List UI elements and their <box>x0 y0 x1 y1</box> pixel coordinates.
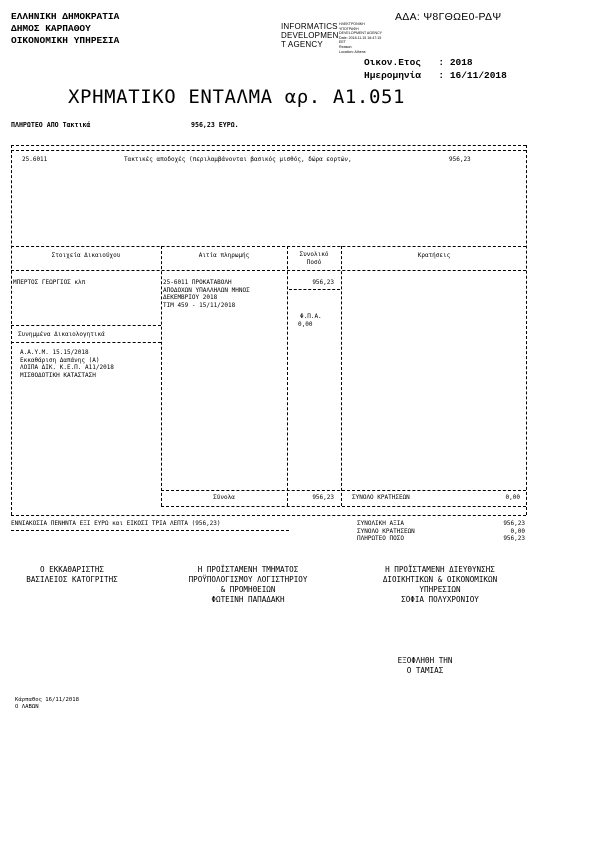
vat-value: 0,00 <box>298 321 313 328</box>
summary-label: ΠΛΗΡΩΤΕΟ ΠΟΣΟ <box>357 535 404 543</box>
reason-line: ΔΕΚΕΜΒΡΙΟΥ 2018 <box>163 294 218 302</box>
payment-source: ΠΛΗΡΩΤΕΟ ΑΠΟ Τακτικά <box>11 121 91 129</box>
summary-block <box>357 520 525 543</box>
attached-doc: ΛΟΙΠΑ ΔΙΚ. Κ.Ε.Π. Α11/2018 <box>20 364 114 372</box>
col-reason-header: Αιτία πληρωμής <box>198 252 250 259</box>
line-amount: 956,23 <box>312 279 334 286</box>
payment-reason <box>163 279 250 309</box>
summary-row <box>357 528 525 536</box>
budget-description: Τακτικές αποδοχές (περιλαμβάνονται βασικός μισθός, δώρα εορτών, <box>124 156 352 163</box>
signature-line: Ο ΤΑΜΙΑΣ <box>406 666 444 675</box>
signature-line: ΕΞΟΦΛΗΘΗ ΤΗΝ <box>397 656 453 665</box>
fiscal-year <box>364 57 473 69</box>
org-line-1: ΕΛΛΗΝΙΚΗ ΔΗΜΟΚΡΑΤΙΑ <box>11 11 120 22</box>
signature-line: ΔΙΟΙΚΗΤΙΚΩΝ & ΟΙΚΟΝΟΜΙΚΩΝ <box>382 575 498 584</box>
col-total-header-line-2: Ποσό <box>306 258 322 266</box>
signature-logo <box>281 22 339 49</box>
document-date-value: : 16/11/2018 <box>438 70 507 81</box>
signature-director <box>350 565 530 605</box>
summary-row <box>357 535 525 543</box>
document-date <box>364 70 507 82</box>
summary-value: 956,23 <box>503 520 525 527</box>
vat-label: Φ.Π.Α. <box>300 313 322 320</box>
deductions-total-label: ΣΥΝΟΛΟ ΚΡΑΤΗΣΕΩΝ <box>352 494 410 501</box>
signature-liquidator <box>6 565 138 585</box>
fiscal-year-label: Οικον.Ετος <box>364 57 422 68</box>
footer <box>15 697 79 711</box>
summary-value: 956,23 <box>503 535 525 543</box>
logo-line-3: T AGENCY <box>281 40 323 49</box>
logo-line-2: DEVELOPMEN <box>281 31 339 40</box>
budget-amount: 956,23 <box>449 156 471 163</box>
sig-fine-1: ΗΛΕΚΤΡΟΝΙΚΗ <box>339 22 365 26</box>
amount-in-words: ΕΝΝΙΑΚΟΣΙΑ ΠΕΝΗΝΤΑ ΕΞΙ ΕΥΡΩ και ΕΙΚΟΣΙ ΤΡΙΑ ΛΕΠΤΑ (956,23) <box>11 520 221 527</box>
totals-label: Σύνολα <box>213 494 235 501</box>
sig-fine-2: ΥΠΟΓΡΑΦΗ <box>339 26 359 31</box>
org-line-3: ΟΙΚΟΝΟΜΙΚΗ ΥΠΗΡΕΣΙΑ <box>11 35 120 46</box>
summary-value: 0,00 <box>510 527 525 535</box>
page-title: ΧΡΗΜΑΤΙΚΟ ΕΝΤΑΛΜΑ αρ. Α1.051 <box>68 86 406 108</box>
attached-doc: Α.Α.Υ.Μ. 15.15/2018 <box>20 349 89 356</box>
signature-line: ΒΑΣΙΛΕΙΟΣ ΚΑΤΟΓΡΙΤΗΣ <box>26 575 118 584</box>
signature-line: ΦΩΤΕΙΝΗ ΠΑΠΑΔΑΚΗ <box>211 595 285 604</box>
attached-docs-heading: Συνημμένα Δικαιολογητικά <box>18 331 105 338</box>
fiscal-year-value: : 2018 <box>438 57 473 68</box>
col-deductions-header: Κρατήσεις <box>417 252 451 259</box>
summary-label: ΣΥΝΟΛΟ ΚΡΑΤΗΣΕΩΝ <box>357 527 415 535</box>
org-line-2: ΔΗΜΟΣ ΚΑΡΠΑΘΟΥ <box>11 23 91 34</box>
ada-code: ΑΔΑ: Ψ8ΓΘΩΕ0-ΡΔΨ <box>395 11 502 23</box>
signature-line: & ΠΡΟΜΗΘΕΙΩΝ <box>220 585 276 594</box>
col-total-header <box>288 251 340 266</box>
reason-line: ΑΠΟΔΟΧΩΝ ΥΠΑΛΛΗΛΩΝ ΜΗΝΟΣ <box>163 286 250 294</box>
attached-doc: ΜΙΣΘΟΔΟΤΙΚΗ ΚΑΤΑΣΤΑΣΗ <box>20 371 96 379</box>
signature-line: Ο ΕΚΚΑΘΑΡΙΣΤΗΣ <box>39 565 104 574</box>
footer-recipient: Ο ΛΑΒΩΝ <box>15 704 39 710</box>
sig-fine-7: Location: Athens <box>339 49 366 54</box>
signature-details <box>339 22 382 54</box>
deductions-total-value: 0,00 <box>505 494 520 501</box>
signature-budget-head <box>158 565 338 605</box>
signature-treasurer <box>380 656 470 676</box>
signature-line: ΠΡΟΫΠΟΛΟΓΙΣΜΟΥ ΛΟΓΙΣΤΗΡΙΟΥ <box>188 575 308 584</box>
sig-fine-6: Reason: <box>339 44 353 49</box>
signature-line: Η ΠΡΟΪΣΤΑΜΕΝΗ ΔΙΕΥΘΥΝΣΗΣ <box>385 565 495 574</box>
footer-place-date: Κάρπαθος 16/11/2018 <box>15 697 79 703</box>
summary-label: ΣΥΝΟΛΙΚΗ ΑΞΙΑ <box>357 520 404 527</box>
beneficiary-name: ΜΠΕΡΤΟΣ ΓΕΩΡΓΙΟΣ κλπ <box>13 279 86 286</box>
reason-line: ΤΙΜ 459 - 15/11/2018 <box>163 301 236 309</box>
attached-doc: Εκκαθάριση Δαπάνης (Α) <box>20 356 100 364</box>
budget-code: 25.6011 <box>22 156 48 163</box>
totals-amount: 956,23 <box>312 494 334 501</box>
logo-line-1: INFORMATICS <box>281 22 338 31</box>
reason-line: 25-6011 ΠΡΟΚΑΤΑΒΟΛΗ <box>163 279 232 286</box>
col-total-header-line-1: Συνολικό <box>299 251 329 258</box>
signature-line: Η ΠΡΟΪΣΤΑΜΕΝΗ ΤΜΗΜΑΤΟΣ <box>197 565 299 574</box>
col-beneficiary-header: Στοιχεία Δικαιούχου <box>51 252 121 259</box>
summary-row <box>357 520 525 528</box>
signature-line: ΣΟΦΙΑ ΠΟΛΥΧΡΟΝΙΟΥ <box>401 595 479 604</box>
document-date-label: Ημερομηνία <box>364 70 422 81</box>
sig-fine-5: EET <box>339 40 346 45</box>
org-header <box>11 11 119 47</box>
sig-fine-4: Date: 2018.11.15 16:47:15 <box>339 35 382 40</box>
attached-docs-list <box>20 349 114 379</box>
signature-line: ΥΠΗΡΕΣΙΩΝ <box>419 585 461 594</box>
payment-amount: 956,23 ΕΥΡΩ. <box>191 121 239 129</box>
sig-fine-3: DEVELOPMENT AGENCY <box>339 31 383 36</box>
